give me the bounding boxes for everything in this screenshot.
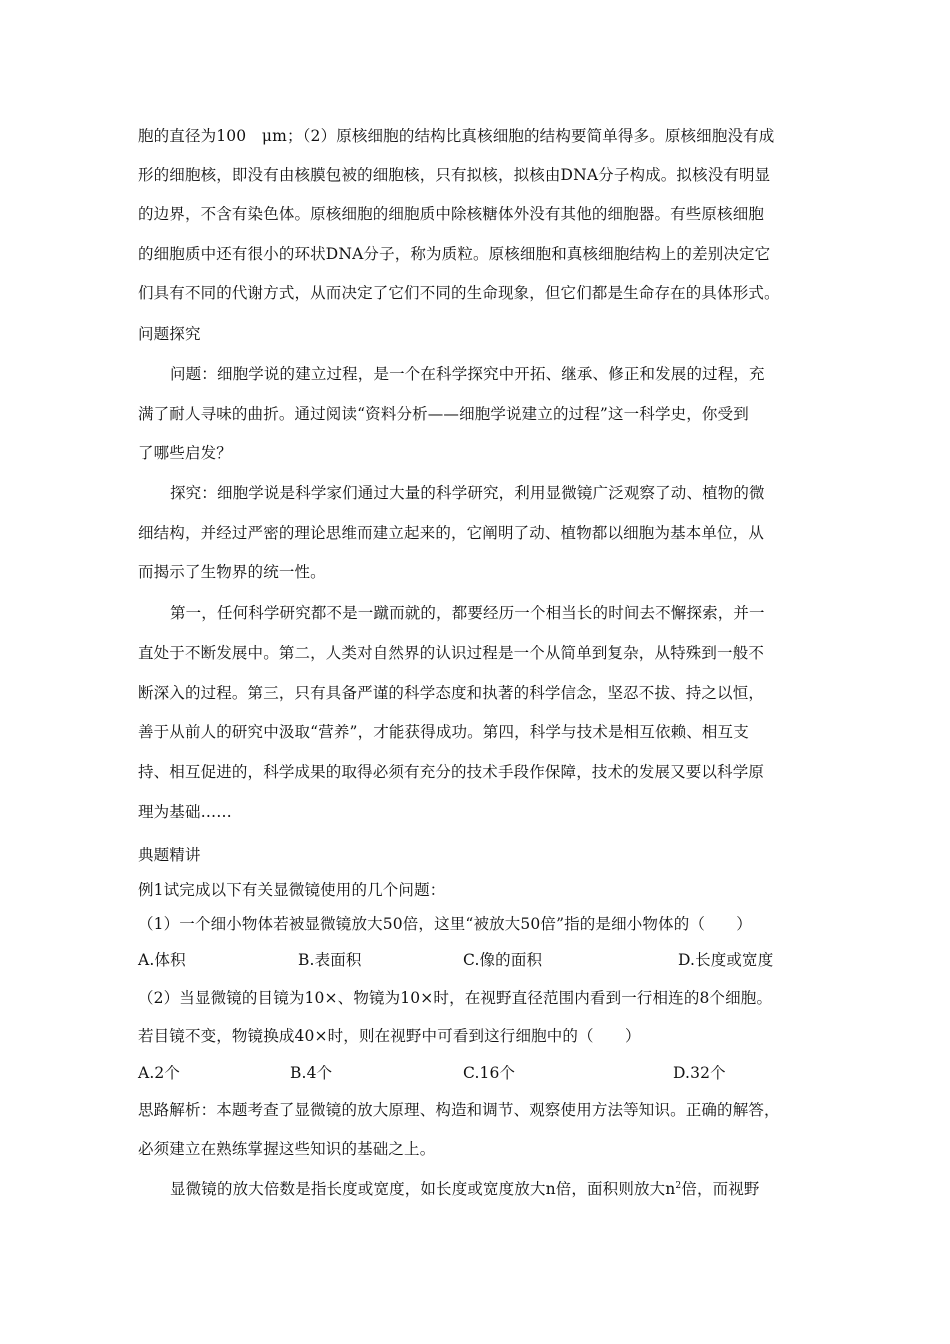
- magnification-text-post: 倍，而视野: [681, 1180, 760, 1198]
- magnification-line: [170, 1179, 830, 1199]
- magnification-exponent: 2: [675, 1181, 682, 1191]
- q2-line-2: 若目镜不变，物镜换成40×时，则在视野中可看到这行细胞中的（ ）: [138, 1027, 641, 1045]
- q1-option-c: C.像的面积: [463, 951, 543, 969]
- magnification-text-pre: 显微镜的放大倍数是指长度或宽度，如长度或宽度放大n倍，面积则放大n: [170, 1180, 676, 1198]
- intro-line-5: 们具有不同的代谢方式，从而决定了它们不同的生命现象，但它们都是生命存在的具体形式。: [138, 284, 780, 302]
- analysis-line-2: 必须建立在熟练掌握这些知识的基础之上。: [138, 1140, 436, 1158]
- points-line-4: 善于从前人的研究中汲取“营养”，才能获得成功。第四，科学与技术是相互依赖、相互支: [138, 723, 749, 741]
- question-line-2: 满了耐人寻味的曲折。通过阅读“资料分析——细胞学说建立的过程”这一科学史，你受到: [138, 405, 749, 423]
- q2-line-1: （2）当显微镜的目镜为10×、物镜为10×时，在视野直径范围内看到一行相连的8个细胞。: [138, 989, 773, 1007]
- points-line-5: 持、相互促进的，科学成果的取得必须有充分的技术手段作保障，技术的发展又要以科学原: [138, 763, 765, 781]
- q1-option-a: A.体积: [138, 951, 186, 969]
- answer-line-2: 细结构，并经过严密的理论思维而建立起来的，它阐明了动、植物都以细胞为基本单位，从: [138, 524, 765, 542]
- q1-option-b: B.表面积: [298, 951, 362, 969]
- section-heading-examples: 典题精讲: [138, 846, 201, 864]
- q1-text: （1）一个细小物体若被显微镜放大50倍，这里“被放大50倍”指的是细小物体的（ ）: [138, 915, 752, 933]
- q2-options: [138, 1063, 828, 1083]
- points-line-3: 断深入的过程。第三，只有具备严谨的科学态度和执著的科学信念，坚忍不拔、持之以恒，: [138, 684, 765, 702]
- analysis-line-1: 思路解析：本题考查了显微镜的放大原理、构造和调节、观察使用方法等知识。正确的解答，: [138, 1101, 780, 1119]
- q2-option-b: B.4个: [290, 1064, 333, 1082]
- example-title: 例1试完成以下有关显微镜使用的几个问题：: [138, 881, 446, 899]
- q2-option-a: A.2个: [138, 1064, 181, 1082]
- answer-line-3: 而揭示了生物界的统一性。: [138, 563, 326, 581]
- q2-option-c: C.16个: [463, 1064, 516, 1082]
- points-line-6: 理为基础……: [138, 803, 232, 821]
- question-line-1: 问题：细胞学说的建立过程，是一个在科学探究中开拓、继承、修正和发展的过程，充: [170, 365, 765, 383]
- points-line-1: 第一，任何科学研究都不是一蹴而就的，都要经历一个相当长的时间去不懈探索，并一: [170, 604, 765, 622]
- intro-line-1: 胞的直径为100 μm；（2）原核细胞的结构比真核细胞的结构要简单得多。原核细胞没有成: [138, 127, 775, 145]
- question-line-3: 了哪些启发？: [138, 444, 232, 462]
- q1-option-d: D.长度或宽度: [678, 951, 774, 969]
- intro-line-4: 的细胞质中还有很小的环状DNA分子，称为质粒。原核细胞和真核细胞结构上的差别决定它: [138, 245, 771, 263]
- intro-line-3: 的边界，不含有染色体。原核细胞的细胞质中除核糖体外没有其他的细胞器。有些原核细胞: [138, 205, 765, 223]
- q2-option-d: D.32个: [673, 1064, 726, 1082]
- intro-line-2: 形的细胞核，即没有由核膜包被的细胞核，只有拟核，拟核由DNA分子构成。拟核没有明显: [138, 166, 771, 184]
- points-line-2: 直处于不断发展中。第二，人类对自然界的认识过程是一个从简单到复杂，从特殊到一般不: [138, 644, 765, 662]
- q1-options: [138, 950, 828, 970]
- section-heading-inquiry: 问题探究: [138, 325, 201, 343]
- answer-line-1: 探究：细胞学说是科学家们通过大量的科学研究，利用显微镜广泛观察了动、植物的微: [170, 484, 765, 502]
